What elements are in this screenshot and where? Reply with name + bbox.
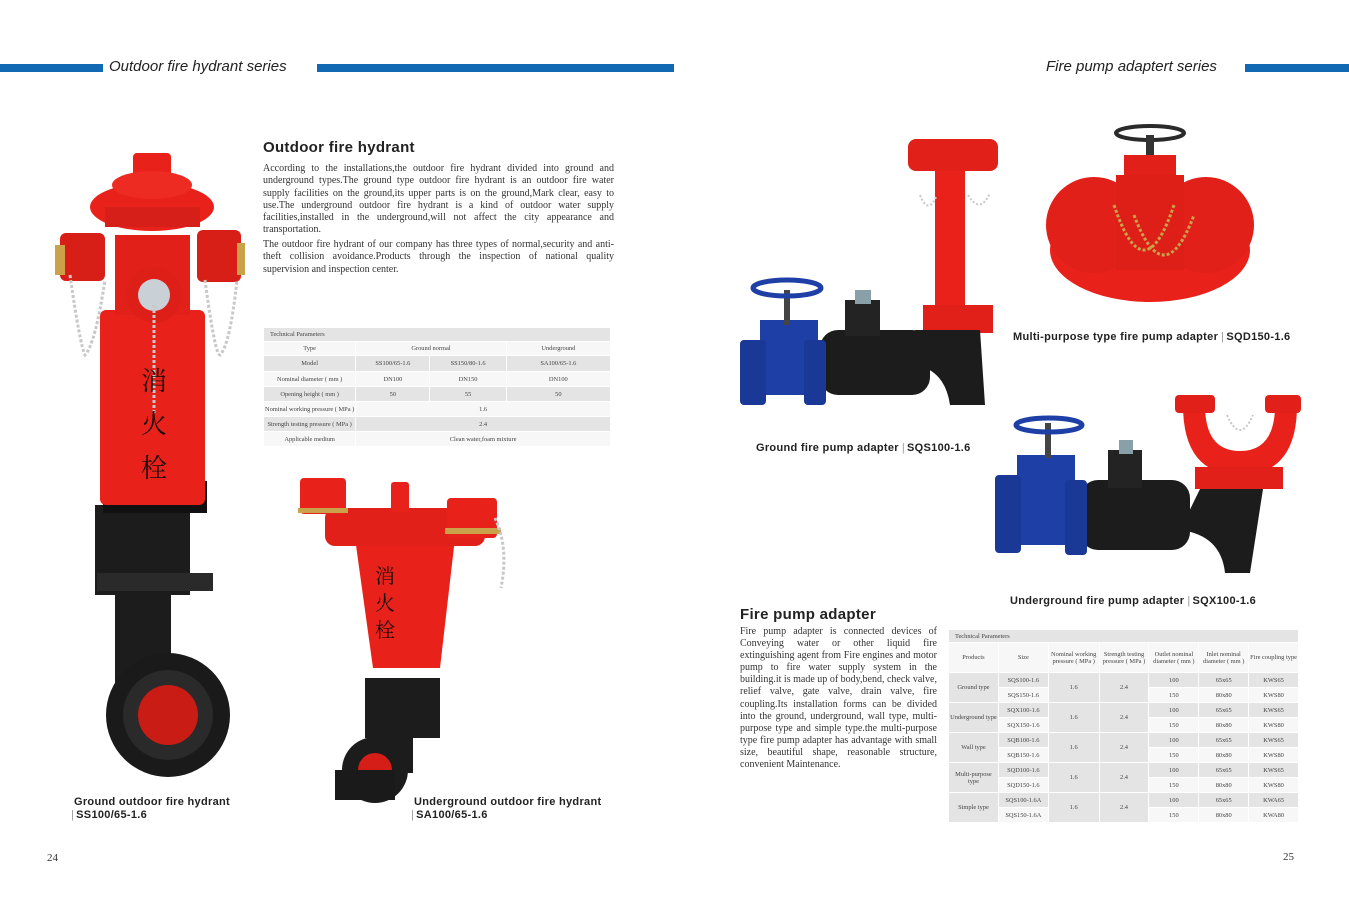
- caption-divider: |: [411, 809, 415, 821]
- opening-height-label: Opening height ( mm ): [264, 387, 356, 402]
- inlet-cell: 65x65: [1199, 703, 1249, 718]
- opening-height-value: 55: [430, 387, 506, 402]
- size-cell: SQX100-1.6: [998, 703, 1048, 718]
- size-cell: SQS150-1.6A: [998, 808, 1048, 823]
- product-cell: Wall type: [949, 733, 999, 763]
- outlet-cell: 150: [1149, 688, 1199, 703]
- underground-hydrant-caption-model: SA100/65-1.6: [416, 809, 488, 821]
- fire-pump-adapter-heading: Fire pump adapter: [740, 606, 876, 623]
- right-page-number: 25: [1283, 851, 1294, 863]
- right-series-title: Fire pump adaptert series: [1046, 58, 1217, 75]
- left-header-band-right: [317, 64, 674, 72]
- left-header-band-left: [0, 64, 103, 72]
- underground-char-bottom: 栓: [375, 618, 395, 642]
- header-size: Size: [998, 643, 1048, 673]
- testing-cell: 2.4: [1099, 763, 1149, 793]
- inlet-cell: 65x65: [1199, 793, 1249, 808]
- table-title: Technical Parameters: [949, 630, 1299, 643]
- coupling-cell: KWS80: [1249, 748, 1299, 763]
- caption-divider: |: [901, 442, 906, 454]
- outlet-cell: 150: [1149, 718, 1199, 733]
- working-cell: 1.6: [1048, 673, 1099, 703]
- header-working-pressure: Nominal working pressure ( MPa ): [1048, 643, 1099, 673]
- ground-hydrant-caption-name: Ground outdoor fire hydrant: [74, 796, 230, 808]
- outlet-cell: 100: [1149, 793, 1199, 808]
- header-products: Products: [949, 643, 999, 673]
- outlet-cell: 150: [1149, 808, 1199, 823]
- ground-normal-label: Ground normal: [356, 342, 506, 356]
- product-cell: Underground type: [949, 703, 999, 733]
- outdoor-hydrant-para1: According to the installations,the outdoor fire hydrant divided into ground and underground types.The ground type outdoor fire hydrant is an outdoor fire water supply facilities on the ground,its upper parts is on the ground,Mark clear, easy to use.The underground outdoor fire hydrant is a kind of outdoor water supply facilities,installed in the underground,will not affect the city appearance and transportation.: [263, 163, 614, 236]
- coupling-cell: KWS80: [1249, 778, 1299, 793]
- product-cell: Simple type: [949, 793, 999, 823]
- ground-hydrant-image: [55, 145, 245, 785]
- medium-label: Applicable medium: [264, 432, 356, 447]
- underground-char-mid: 火: [375, 591, 395, 615]
- underground-hydrant-image: [295, 478, 515, 808]
- header-testing-pressure: Strength testing pressure ( MPa ): [1099, 643, 1149, 673]
- model-label: Model: [264, 356, 356, 372]
- ground-pump-adapter-name: Ground fire pump adapter: [756, 442, 899, 454]
- underground-pump-adapter-image: [995, 385, 1303, 580]
- caption-divider: |: [1221, 331, 1225, 343]
- outdoor-hydrant-para2: The outdoor fire hydrant of our company has three types of normal,security and anti-theft collision avoidance.Products through the inspection of national quality supervision and inspection center.: [263, 239, 614, 275]
- model-value: SS150/80-1.6: [430, 356, 506, 372]
- working-pressure-label: Nominal working pressure ( MPa ): [264, 402, 356, 417]
- outdoor-hydrant-heading: Outdoor fire hydrant: [263, 139, 415, 156]
- model-value: SA100/65-1.6: [506, 356, 610, 372]
- ground-hydrant-caption-model: SS100/65-1.6: [76, 809, 148, 821]
- ground-pump-adapter-caption: [756, 442, 971, 455]
- coupling-cell: KWS65: [1249, 763, 1299, 778]
- hydrant-char-top: 消: [140, 367, 168, 397]
- caption-divider: |: [1187, 595, 1191, 607]
- header-coupling: Fire coupling type: [1249, 643, 1299, 673]
- working-cell: 1.6: [1048, 763, 1099, 793]
- inlet-cell: 80x80: [1199, 748, 1249, 763]
- ground-hydrant-caption: [71, 796, 230, 822]
- header-outlet: Outlet nominal diameter ( mm ): [1149, 643, 1199, 673]
- coupling-cell: KWA65: [1249, 793, 1299, 808]
- hydrant-char-mid: 火: [140, 410, 168, 440]
- inlet-cell: 80x80: [1199, 688, 1249, 703]
- underground-label: Underground: [506, 342, 610, 356]
- testing-cell: 2.4: [1099, 703, 1149, 733]
- right-header-band: [1245, 64, 1349, 72]
- left-series-title: Outdoor fire hydrant series: [109, 58, 287, 75]
- outlet-cell: 100: [1149, 763, 1199, 778]
- underground-pump-adapter-model: SQX100-1.6: [1192, 595, 1257, 607]
- medium-value: Clean water,foam mixture: [356, 432, 611, 447]
- outlet-cell: 100: [1149, 673, 1199, 688]
- table-title: Technical Parameters: [264, 328, 611, 342]
- size-cell: SQB100-1.6: [998, 733, 1048, 748]
- coupling-cell: KWS80: [1249, 688, 1299, 703]
- underground-pump-adapter-caption: [1010, 595, 1256, 608]
- hydrant-parameters-table: [263, 327, 611, 447]
- opening-height-value: 50: [356, 387, 430, 402]
- coupling-cell: KWS65: [1249, 673, 1299, 688]
- coupling-cell: KWA80: [1249, 808, 1299, 823]
- inlet-cell: 80x80: [1199, 718, 1249, 733]
- nominal-diameter-value: DN100: [356, 372, 430, 387]
- underground-hydrant-caption-name: Underground outdoor fire hydrant: [414, 796, 602, 808]
- header-inlet: Inlet nominal diameter ( mm ): [1199, 643, 1249, 673]
- working-cell: 1.6: [1048, 793, 1099, 823]
- coupling-cell: KWS65: [1249, 703, 1299, 718]
- size-cell: SQD150-1.6: [998, 778, 1048, 793]
- nominal-diameter-value: DN150: [430, 372, 506, 387]
- multi-purpose-adapter-caption: [1013, 331, 1290, 344]
- underground-hydrant-caption: [411, 796, 602, 822]
- opening-height-value: 50: [506, 387, 610, 402]
- inlet-cell: 65x65: [1199, 763, 1249, 778]
- inlet-cell: 80x80: [1199, 808, 1249, 823]
- size-cell: SQS150-1.6: [998, 688, 1048, 703]
- hydrant-char-bottom: 栓: [140, 454, 168, 484]
- multi-purpose-adapter-name: Multi-purpose type fire pump adapter: [1013, 331, 1219, 343]
- underground-pump-adapter-name: Underground fire pump adapter: [1010, 595, 1185, 607]
- outlet-cell: 150: [1149, 778, 1199, 793]
- left-page-number: 24: [47, 852, 58, 864]
- testing-cell: 2.4: [1099, 733, 1149, 763]
- fire-pump-adapter-para: Fire pump adapter is connected devices of Conveying water or other liquid fire extinguishing agent from Fire engines and motor pump to fire water supply system in the building.it is made up of body,bend, check valve, relief valve, gate valve, drain valve, fire coupling.Its installation forms can be divided into the ground, underground, wall type, multi-purpose type and simple type.the multi-purpose type fire pump adapter has advantage with small size, beautiful shape, reasonable structure, convenient Maintenance.: [740, 626, 937, 771]
- outlet-cell: 100: [1149, 703, 1199, 718]
- nominal-diameter-label: Nominal diameter ( mm ): [264, 372, 356, 387]
- testing-cell: 2.4: [1099, 673, 1149, 703]
- coupling-cell: KWS65: [1249, 733, 1299, 748]
- ground-pump-adapter-image: [740, 135, 1015, 415]
- ground-pump-adapter-model: SQS100-1.6: [907, 442, 971, 454]
- outlet-cell: 150: [1149, 748, 1199, 763]
- underground-char-top: 消: [375, 564, 395, 588]
- type-label: Type: [264, 342, 356, 356]
- size-cell: SQB150-1.6: [998, 748, 1048, 763]
- multi-purpose-adapter-image: [1044, 125, 1256, 310]
- working-cell: 1.6: [1048, 703, 1099, 733]
- caption-divider: |: [71, 809, 75, 821]
- inlet-cell: 65x65: [1199, 733, 1249, 748]
- nominal-diameter-value: DN100: [506, 372, 610, 387]
- size-cell: SQS100-1.6: [998, 673, 1048, 688]
- inlet-cell: 65x65: [1199, 673, 1249, 688]
- model-value: SS100/65-1.6: [356, 356, 430, 372]
- pump-adapter-parameters-table: [948, 629, 1299, 823]
- working-cell: 1.6: [1048, 733, 1099, 763]
- outlet-cell: 100: [1149, 733, 1199, 748]
- testing-pressure-label: Strength testing pressure ( MPa ): [264, 417, 356, 432]
- coupling-cell: KWS80: [1249, 718, 1299, 733]
- multi-purpose-adapter-model: SQD150-1.6: [1226, 331, 1291, 343]
- inlet-cell: 80x80: [1199, 778, 1249, 793]
- testing-pressure-value: 2.4: [356, 417, 611, 432]
- size-cell: SQS100-1.6A: [998, 793, 1048, 808]
- product-cell: Ground type: [949, 673, 999, 703]
- size-cell: SQD100-1.6: [998, 763, 1048, 778]
- product-cell: Multi-purpose type: [949, 763, 999, 793]
- testing-cell: 2.4: [1099, 793, 1149, 823]
- working-pressure-value: 1.6: [356, 402, 611, 417]
- size-cell: SQX150-1.6: [998, 718, 1048, 733]
